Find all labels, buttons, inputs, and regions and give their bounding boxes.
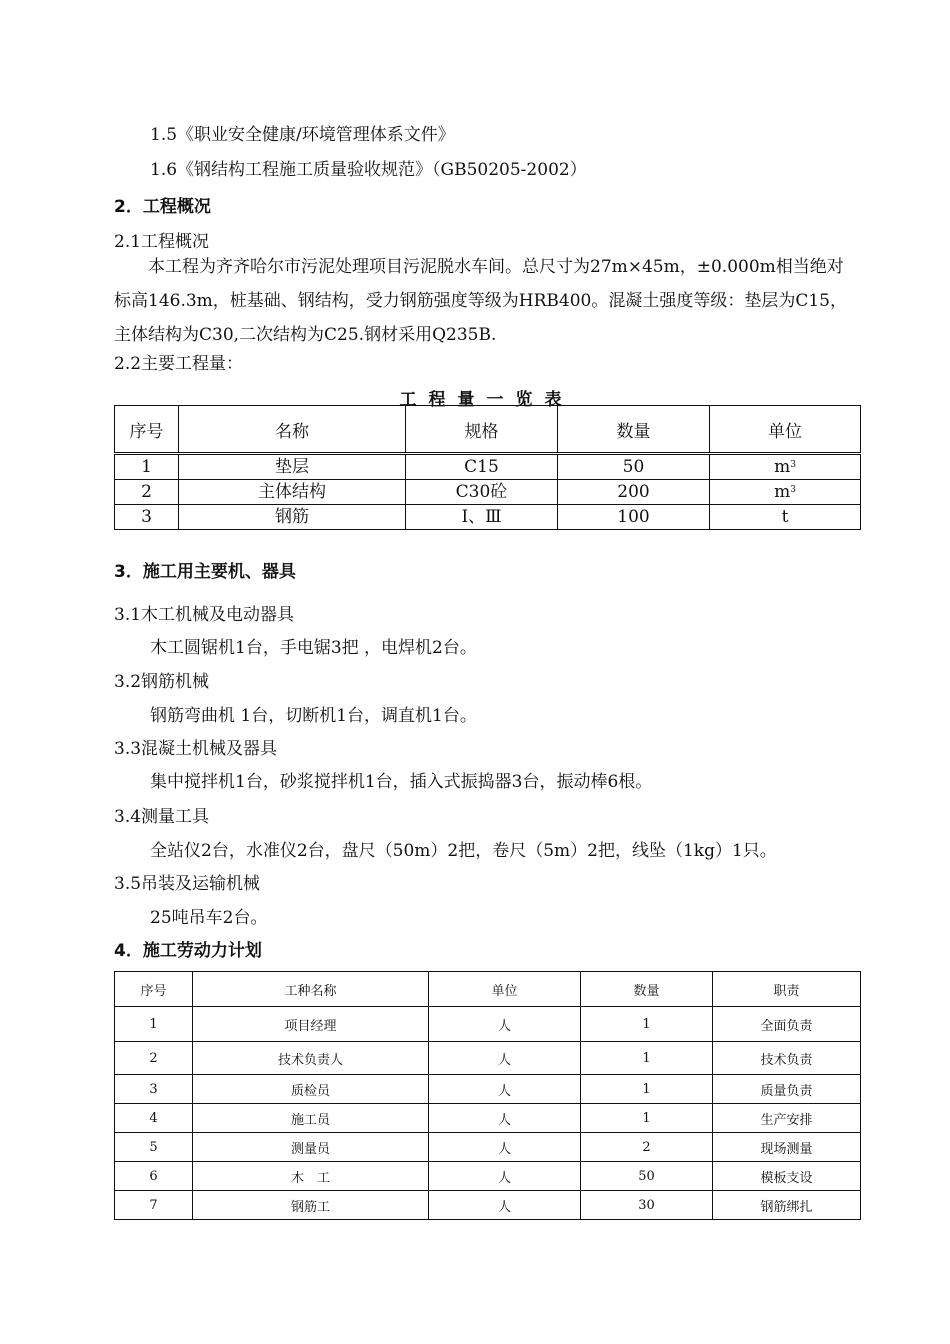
section-2-1-paragraph (114, 250, 859, 352)
cell-unit: 人 (429, 1007, 581, 1042)
ref-1-5: 1.5《职业安全健康/环境管理体系文件》 (150, 125, 455, 145)
header-unit: 单位 (429, 972, 581, 1007)
section-3-1-heading: 3.1木工机械及电动器具 (114, 605, 295, 625)
section-3-3-heading: 3.3混凝土机械及器具 (114, 739, 278, 759)
section-3-5-heading: 3.5吊装及运输机械 (114, 874, 261, 894)
cell-spec: Ⅰ、Ⅲ (406, 505, 558, 530)
cell-spec: C15 (406, 454, 558, 480)
cell-qty: 50 (581, 1162, 713, 1191)
table-row (115, 454, 861, 480)
section-3-4-text: 全站仪2台，水准仪2台，盘尺（50m）2把，卷尺（5m）2把，线坠（1kg）1只。 (150, 841, 777, 861)
cell-duty: 钢筋绑扎 (713, 1191, 861, 1220)
cell-qty: 2 (581, 1133, 713, 1162)
cell-name: 主体结构 (179, 480, 406, 505)
cell-no: 6 (115, 1162, 193, 1191)
cell-duty: 技术负责 (713, 1042, 861, 1075)
cell-qty: 1 (581, 1007, 713, 1042)
cell-unit: 人 (429, 1075, 581, 1104)
table-row (115, 480, 861, 505)
table-row (115, 1042, 861, 1075)
quantity-table-caption: 工程量一览表 (399, 390, 574, 410)
cell-no: 1 (115, 1007, 193, 1042)
section-3-4-heading: 3.4测量工具 (114, 807, 210, 827)
quantity-table (114, 405, 861, 530)
cell-qty: 1 (581, 1104, 713, 1133)
unit-superscript: 3 (790, 485, 796, 495)
cell-no: 2 (115, 480, 179, 505)
cell-trade: 木 工 (193, 1162, 429, 1191)
header-unit: 单位 (710, 406, 861, 454)
cell-unit (710, 480, 861, 505)
table-header-row (115, 972, 861, 1007)
cell-unit: 人 (429, 1042, 581, 1075)
header-duty: 职责 (713, 972, 861, 1007)
section-3-title: 3．施工用主要机、器具 (114, 562, 296, 582)
cell-no: 4 (115, 1104, 193, 1133)
table-row (115, 1191, 861, 1220)
cell-qty: 1 (581, 1075, 713, 1104)
table-row (115, 1104, 861, 1133)
cell-trade: 项目经理 (193, 1007, 429, 1042)
cell-no: 2 (115, 1042, 193, 1075)
unit-text: t (781, 507, 789, 527)
cell-duty: 生产安排 (713, 1104, 861, 1133)
section-3-2-heading: 3.2钢筋机械 (114, 672, 210, 692)
section-3-3-text: 集中搅拌机1台，砂浆搅拌机1台，插入式振捣器3台，振动棒6根。 (150, 772, 653, 792)
cell-qty: 200 (558, 480, 710, 505)
cell-trade: 质检员 (193, 1075, 429, 1104)
table-row (115, 1133, 861, 1162)
cell-unit (710, 505, 861, 530)
cell-name: 垫层 (179, 454, 406, 480)
table-header-row (115, 406, 861, 454)
cell-no: 7 (115, 1191, 193, 1220)
section-2-2-heading: 2.2主要工程量： (114, 354, 244, 374)
cell-no: 1 (115, 454, 179, 480)
cell-duty: 现场测量 (713, 1133, 861, 1162)
header-trade: 工种名称 (193, 972, 429, 1007)
cell-trade: 施工员 (193, 1104, 429, 1133)
header-qty: 数量 (558, 406, 710, 454)
cell-duty: 模板支设 (713, 1162, 861, 1191)
cell-qty: 50 (558, 454, 710, 480)
unit-superscript: 3 (790, 460, 796, 470)
header-qty: 数量 (581, 972, 713, 1007)
cell-unit: 人 (429, 1104, 581, 1133)
cell-trade: 技术负责人 (193, 1042, 429, 1075)
cell-unit: 人 (429, 1162, 581, 1191)
table-row (115, 1162, 861, 1191)
table-row (115, 1007, 861, 1042)
header-spec: 规格 (406, 406, 558, 454)
cell-qty: 100 (558, 505, 710, 530)
table-row (115, 505, 861, 530)
cell-duty: 质量负责 (713, 1075, 861, 1104)
header-name: 名称 (179, 406, 406, 454)
section-3-2-text: 钢筋弯曲机 1台，切断机1台，调直机1台。 (150, 706, 477, 726)
section-3-1-text: 木工圆锯机1台，手电锯3把 ，电焊机2台。 (150, 638, 477, 658)
cell-no: 5 (115, 1133, 193, 1162)
header-no: 序号 (115, 972, 193, 1007)
cell-trade: 钢筋工 (193, 1191, 429, 1220)
section-4-title: 4．施工劳动力计划 (114, 941, 262, 961)
unit-text: m (774, 457, 791, 477)
ref-1-6: 1.6《钢结构工程施工质量验收规范》（GB50205-2002） (150, 160, 587, 180)
cell-unit: 人 (429, 1133, 581, 1162)
overview-text: 本工程为齐齐哈尔市污泥处理项目污泥脱水车间。总尺寸为27m×45m，±0.000m相当绝对标高146.3m，桩基础、钢结构，受力钢筋强度等级为HRB400。混凝土强度等级：垫层为C15，主体结构为C30,二次结构为C25.钢材采用Q235B. (114, 257, 847, 345)
cell-qty: 30 (581, 1191, 713, 1220)
labor-plan-table (114, 971, 861, 1220)
section-2-title: 2．工程概况 (114, 197, 211, 217)
cell-qty: 1 (581, 1042, 713, 1075)
header-no: 序号 (115, 406, 179, 454)
cell-no: 3 (115, 505, 179, 530)
cell-trade: 测量员 (193, 1133, 429, 1162)
unit-text: m (774, 482, 791, 502)
section-2-1-heading: 2.1工程概况 (114, 232, 210, 252)
cell-unit (710, 454, 861, 480)
cell-spec: C30砼 (406, 480, 558, 505)
table-row (115, 1075, 861, 1104)
cell-name: 钢筋 (179, 505, 406, 530)
cell-duty: 全面负责 (713, 1007, 861, 1042)
cell-no: 3 (115, 1075, 193, 1104)
cell-unit: 人 (429, 1191, 581, 1220)
section-3-5-text: 25吨吊车2台。 (150, 908, 268, 928)
